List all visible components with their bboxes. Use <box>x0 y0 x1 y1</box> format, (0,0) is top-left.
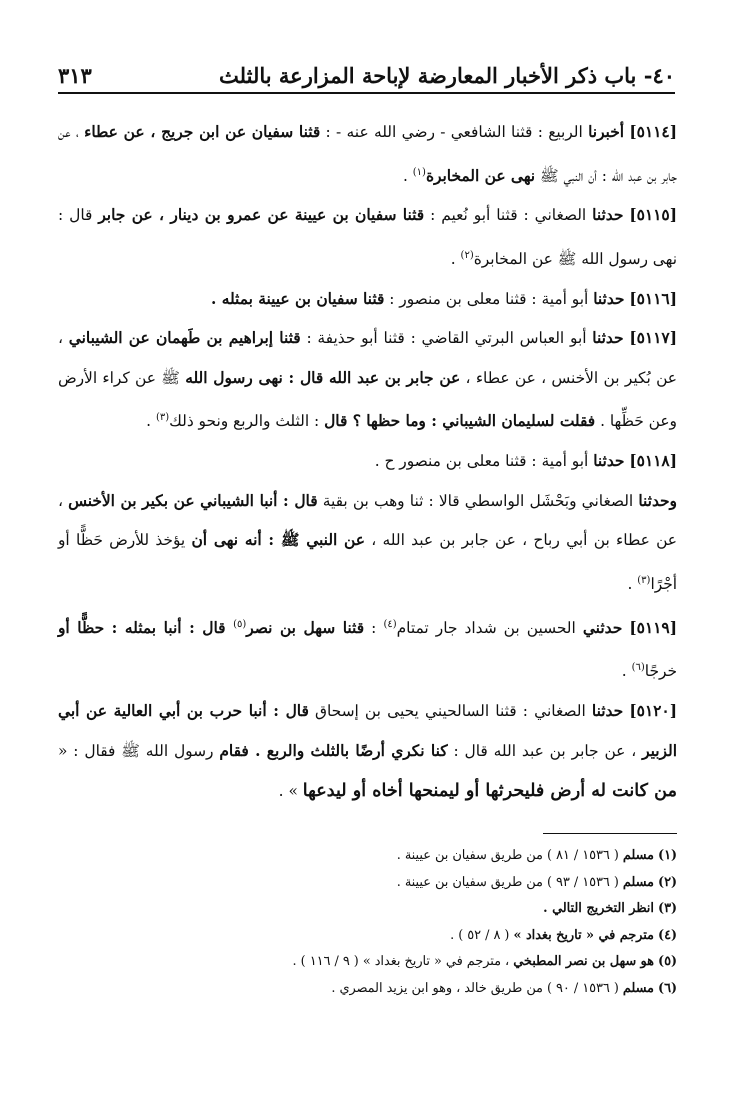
text-segment: . <box>402 166 413 185</box>
bold-text: حدثنا <box>592 329 624 348</box>
footnote-number: (١) <box>658 848 677 863</box>
bold-text: قال : أنبا الشيباني عن بكير بن الأخنس <box>68 491 318 510</box>
bold-text: حدثنا <box>593 452 625 471</box>
text-segment: . <box>146 412 156 431</box>
footnote-reference: (٦) <box>631 662 645 674</box>
bold-text: حدثنا <box>593 289 625 308</box>
footnote <box>80 949 677 976</box>
text-segment: الربيع : قثنا الشافعي - رضي الله عنه - : <box>320 123 589 141</box>
text-segment: الصغاني : قثنا السالحيني يحيى بن إسحاق <box>308 702 592 721</box>
text-segment: ، مترجم في « تاريخ بغداد » ( ٩ / ١١٦ ) . <box>292 954 514 970</box>
footnote-number: (٢) <box>658 874 677 890</box>
text-segment: ، عن جابر بن عبد الله : أن النبي ﷺ <box>58 123 677 185</box>
text-segment: ، عن جابر بن عبد الله قال : <box>447 741 643 760</box>
bold-text: حدثني <box>582 618 623 637</box>
text-segment: ( ١٥٣٦ / ٨١ ) من طريق سفيان بن عيينة . <box>396 848 623 863</box>
hadith-entry <box>58 605 677 692</box>
bold-text: قثنا سفيان عن ابن جريج ، عن عطاء <box>84 123 321 141</box>
text-segment: الحسين بن شداد جار تمتام <box>396 618 583 637</box>
footnotes <box>80 843 677 1003</box>
bold-text: قثنا سهل بن نصر <box>246 618 365 637</box>
running-header <box>58 52 675 94</box>
hadith-body <box>58 113 677 812</box>
prophetic-saying: من كانت له أرض فليحرثها أو ليمنحها أخاه أو ليدعها <box>302 780 677 802</box>
bold-text: مسلم <box>622 848 654 863</box>
bold-text: قال : أنبا بمثله : حظًّا أو <box>58 618 234 637</box>
footnote-separator <box>543 833 677 834</box>
footnote <box>80 923 677 950</box>
text-segment: الصغاني وبَحْشَل الواسطي قالا : ثنا وهب بن بقية <box>317 491 639 510</box>
footnote-number: (٣) <box>658 901 677 917</box>
hadith-number: [٥١١٩] <box>629 618 677 637</box>
text-segment: » . <box>278 782 303 801</box>
hadith-number: [٥١١٨] <box>629 452 677 471</box>
footnote <box>80 870 677 897</box>
text-segment: ، عن عطاء بن أبي رباح ، عن جابر بن عبد الله ، <box>58 491 677 550</box>
text-segment: : الثلث والربع ونحو ذلك <box>169 412 325 431</box>
text-segment: ( ١٥٣٦ / ٩٠ ) من طريق خالد ، وهو ابن يزيد المصري . <box>331 980 623 996</box>
bold-text: عن النبي ﷺ : أنه نهى أن <box>191 531 365 550</box>
hadith-number: [٥١١٥] <box>629 206 677 225</box>
bold-text: قثنا إبراهيم بن طَهمان عن الشيباني <box>68 329 301 348</box>
hadith-entry <box>58 280 677 320</box>
footnote-reference: (٢) <box>460 249 474 261</box>
footnote <box>80 843 677 870</box>
text-segment: قال : نهى رسول الله ﷺ عن المخابرة <box>58 206 677 269</box>
hadith-number: [٥١٢٠] <box>629 702 677 721</box>
text-segment: أبو العباس البرتي القاضي : قثنا أبو حذيفة : <box>300 329 593 348</box>
bold-text: حدثنا <box>592 206 624 225</box>
footnote-reference: (٣) <box>155 412 170 424</box>
footnote-number: (٥) <box>658 954 677 970</box>
text-segment: . <box>627 575 638 594</box>
text-segment: ( ١٥٣٦ / ٩٣ ) من طريق سفيان بن عيينة . <box>396 874 623 890</box>
bold-text: عن جابر بن عبد الله قال : نهى رسول الله <box>185 368 461 387</box>
bold-text: قال : أنبا حرب بن أبي العالية عن أبي الزبير <box>58 702 677 760</box>
hadith-entry <box>58 196 677 279</box>
bold-text: نهى عن المخابرة <box>425 166 536 185</box>
chapter-title: ٤٠- باب ذكر الأخبار المعارضة لإباحة المزارعة بالثلث <box>219 63 675 88</box>
bold-text: حدثنا <box>591 702 624 721</box>
text-segment: أبو أمية : قثنا معلى بن منصور : <box>384 289 594 308</box>
text-segment: . <box>450 250 461 269</box>
hadith-entry <box>58 482 677 605</box>
bold-text: هو سهل بن نصر المطبخي <box>513 954 654 970</box>
footnote-reference: (٣) <box>637 574 651 586</box>
hadith-number: [٥١١٧] <box>629 329 677 348</box>
text-segment: ، عن بُكير بن الأخنس ، عن عطاء ، <box>58 329 677 387</box>
bold-text: قثنا سفيان بن عيينة عن عمرو بن دينار ، عن جابر <box>98 206 425 225</box>
bold-text: مسلم <box>622 980 654 996</box>
text-segment: ﷺ عن كراء الأرض وعن حَظِّها . <box>58 368 677 431</box>
hadith-entry <box>58 113 677 196</box>
bold-text: كنا نكري أرضًا بالثلث والربع . فقام <box>219 741 448 760</box>
bold-text: وحدثنا <box>638 491 677 510</box>
footnote-reference: (٤) <box>383 618 397 630</box>
text-segment: ( ٨ / ٥٢ ) . <box>450 927 514 943</box>
footnote <box>80 896 677 923</box>
hadith-number: [٥١١٦] <box>629 289 677 308</box>
text-segment: أبو أمية : قثنا معلى بن منصور ح . <box>374 452 594 471</box>
hadith-entry <box>58 442 677 482</box>
bold-text: أخبرنا <box>588 123 624 141</box>
text-segment: : <box>364 618 384 637</box>
text-segment: خرجًا <box>644 662 677 681</box>
bold-text: مترجم في « تاريخ بغداد » <box>513 927 654 943</box>
footnote-number: (٦) <box>658 980 677 996</box>
text-segment: يؤخذ للأرض حَظًّا أو أجْرًا <box>58 531 677 594</box>
hadith-entry <box>58 692 677 812</box>
footnote-number: (٤) <box>658 927 677 943</box>
bold-text: قثنا سفيان بن عيينة بمثله . <box>210 289 385 308</box>
bold-text: فقلت لسليمان الشيباني : وما حظها ؟ قال <box>324 412 596 431</box>
footnote-reference: (٥) <box>233 618 247 630</box>
text-segment: الصغاني : قثنا أبو نُعيم : <box>424 206 593 225</box>
text-segment: . <box>621 662 632 681</box>
bold-text: انظر التخريج التالي . <box>543 901 654 917</box>
hadith-number: [٥١١٤] <box>629 123 677 141</box>
footnote-reference: (١) <box>412 166 426 178</box>
footnote <box>80 976 677 1003</box>
bold-text: مسلم <box>622 874 654 890</box>
hadith-entry <box>58 319 677 442</box>
page-number: ٣١٣ <box>58 63 92 88</box>
text-segment: رسول الله ﷺ فقال : « <box>58 741 220 760</box>
